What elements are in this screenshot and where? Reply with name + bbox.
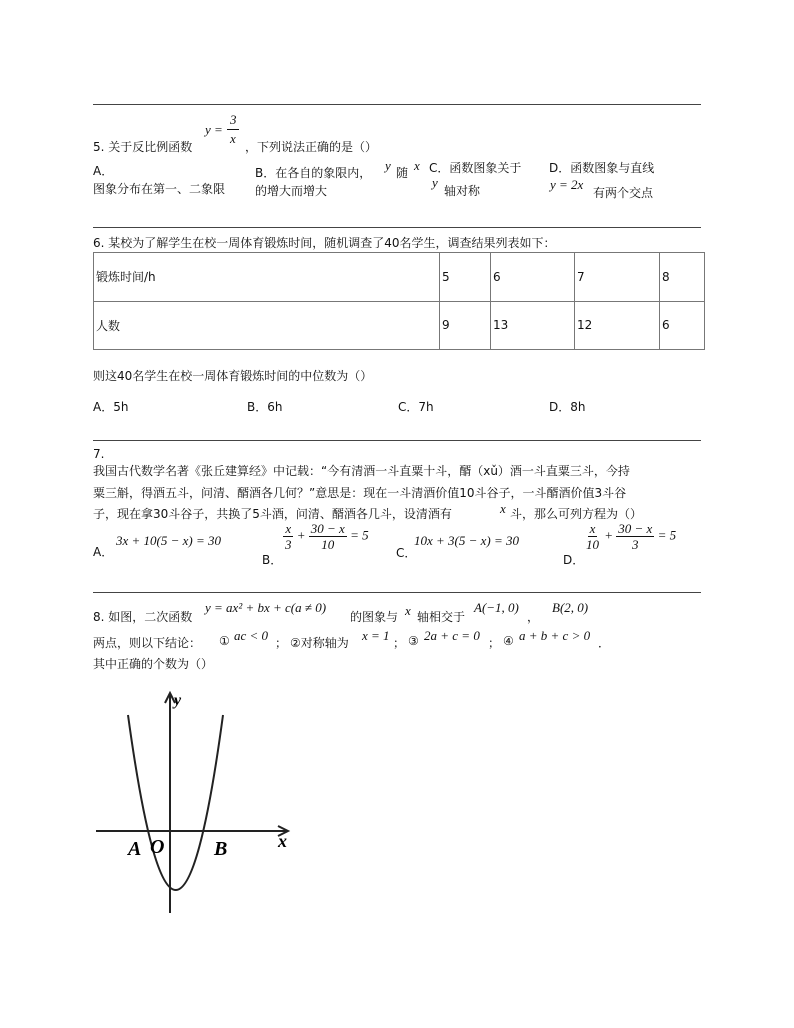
q7-option-b-frac2-den: 10	[321, 537, 335, 552]
q8-line-3: 其中正确的个数为（）	[93, 657, 214, 671]
q8-conclusion-3: 2a + c = 0	[424, 628, 480, 643]
q5-function-denominator: x	[230, 131, 236, 146]
table-cell: 13	[491, 301, 575, 350]
q5-function-numerator: 3	[230, 112, 237, 127]
q8-conclusion-4: a + b + c > 0	[519, 628, 591, 643]
q5-option-d-text: D．函数图象与直线	[549, 161, 655, 175]
q7-option-d-equation	[584, 522, 676, 551]
q7-option-b-frac1-num: x	[285, 521, 292, 536]
graph-label-o: O	[150, 836, 165, 858]
q5-option-b-text-2: 的增大而增大	[255, 184, 328, 198]
q7-option-d-frac1-den: 10	[586, 537, 599, 552]
q5-option-d-text-2: 有两个交点	[593, 186, 654, 200]
q5-option-c-text-2: 轴对称	[444, 184, 481, 198]
q6-stem: 6. 某校为了解学生在校一周体育锻炼时间，随机调查了40名学生，调查结果列表如下：	[93, 236, 556, 250]
q7-option-b-equation	[283, 522, 369, 551]
table-cell: 12	[575, 301, 660, 350]
q5-option-a-label: A．	[93, 164, 114, 178]
q5-option-d-math: y = 2x	[550, 177, 584, 192]
q7-option-b-plus: +	[296, 527, 306, 543]
q6-data-table	[93, 252, 705, 350]
table-cell: 7	[575, 253, 660, 302]
parabola-curve	[128, 715, 223, 890]
divider-q7	[93, 440, 701, 441]
q7-option-d-frac2-den: 3	[632, 537, 639, 552]
q8-stem-mid-2: 轴相交于	[417, 610, 466, 624]
table-cell: 8	[660, 253, 705, 302]
q7-option-c-equation: 10x + 3(5 − x) = 30	[414, 533, 520, 548]
q7-variable-x: x	[500, 501, 506, 516]
q5-stem-prefix: 5. 关于反比例函数	[93, 140, 193, 154]
q7-option-d-eq: = 5	[657, 527, 677, 543]
table-row	[94, 253, 705, 302]
table-row	[94, 301, 705, 350]
q6-row-label: 人数	[94, 301, 440, 350]
q8-stem-x: x	[405, 603, 411, 618]
graph-label-y: y	[174, 692, 182, 709]
q5-option-b-text: B．在各自的象限内，	[255, 166, 372, 180]
q7-option-a-label: A．	[93, 545, 114, 559]
q8-stem-mid: 的图象与	[350, 610, 399, 624]
q7-option-b-eq: = 5	[350, 527, 369, 543]
q6-question: 则这40名学生在校一周体育锻炼时间的中位数为（）	[93, 369, 373, 383]
q7-option-c-label: C．	[396, 546, 417, 560]
q7-number: 7.	[93, 447, 105, 461]
q6-option-d: D．8h	[549, 400, 586, 414]
q5-stem-suffix: ，下列说法正确的是（）	[245, 140, 378, 154]
q8-point-b: B(2, 0)	[552, 600, 589, 615]
q6-header-label: 锻炼时间/h	[94, 253, 440, 302]
q8-period: ．	[598, 636, 611, 650]
q5-function-lhs: y =	[205, 122, 223, 137]
q7-line-2: 粟三斛，得酒五斗，问清、醑酒各几何？”意思是：现在一斗清酒价值10斗谷子，一斗醑酒价值3斗谷	[93, 486, 627, 500]
divider-q8	[93, 592, 701, 593]
q5-option-a-text: 图象分布在第一、二象限	[93, 182, 226, 196]
q7-line-3-end: 斗，那么可列方程为（）	[510, 507, 643, 521]
q6-option-c: C．7h	[398, 400, 434, 414]
q5-option-b-x: x	[414, 158, 420, 173]
q6-option-a: A．5h	[93, 400, 129, 414]
q7-line-1: 我国古代数学名著《张丘建算经》中记载：“今有清酒一斗直粟十斗，醑（xǔ）酒一斗直粟三斗，今持	[93, 464, 630, 478]
q8-line-2: 两点，则以下结论：	[93, 636, 202, 650]
graph-label-b: B	[214, 838, 228, 860]
q8-function: y = ax² + bx + c(a ≠ 0)	[205, 600, 327, 615]
q8-conclusion-2: x = 1	[362, 628, 390, 643]
table-cell: 5	[440, 253, 491, 302]
table-cell: 6	[660, 301, 705, 350]
q8-comma: ，	[527, 610, 540, 624]
q8-point-a: A(−1, 0)	[474, 600, 519, 615]
q8-conclusion-1-mark: ①	[219, 634, 230, 648]
q8-separator-2: ；	[393, 636, 406, 650]
q5-option-b-y: y	[385, 158, 391, 173]
graph-label-a: A	[128, 838, 142, 860]
divider-q6	[93, 227, 701, 228]
table-cell: 6	[491, 253, 575, 302]
q7-option-d-plus: +	[604, 527, 614, 543]
q7-option-b-label: B．	[262, 553, 283, 567]
q7-option-d-frac2-num: 30 − x	[618, 521, 653, 536]
q8-conclusion-3-mark: ③	[408, 634, 419, 648]
q8-conclusion-4-mark: ④	[503, 634, 514, 648]
q5-fraction-bar	[227, 129, 239, 130]
q8-separator-3: ；	[488, 636, 501, 650]
q7-option-d-frac1-num: x	[589, 521, 596, 536]
q5-option-c-y: y	[432, 175, 438, 190]
q5-option-c-text: C．函数图象关于	[429, 161, 522, 175]
q8-separator-1: ；	[275, 636, 288, 650]
q6-option-b: B．6h	[247, 400, 283, 414]
q7-option-d-label: D．	[563, 553, 585, 567]
q8-parabola-graph	[90, 685, 310, 920]
q7-option-a-equation: 3x + 10(5 − x) = 30	[116, 533, 222, 548]
table-cell: 9	[440, 301, 491, 350]
q7-line-3: 子，现在拿30斗谷子，共换了5斗酒，问清、醑酒各几斗，设清酒有	[93, 507, 452, 521]
graph-label-x: x	[278, 831, 287, 851]
q8-conclusion-2-text: ②对称轴为	[290, 636, 349, 650]
q8-conclusion-1: ac < 0	[234, 628, 269, 643]
divider-top	[93, 104, 701, 105]
q8-stem-prefix: 8. 如图，二次函数	[93, 610, 193, 624]
q7-option-b-frac2-num: 30 − x	[310, 521, 345, 536]
q5-option-b-sui: 随	[396, 166, 409, 180]
q7-option-b-frac1-den: 3	[285, 537, 292, 552]
